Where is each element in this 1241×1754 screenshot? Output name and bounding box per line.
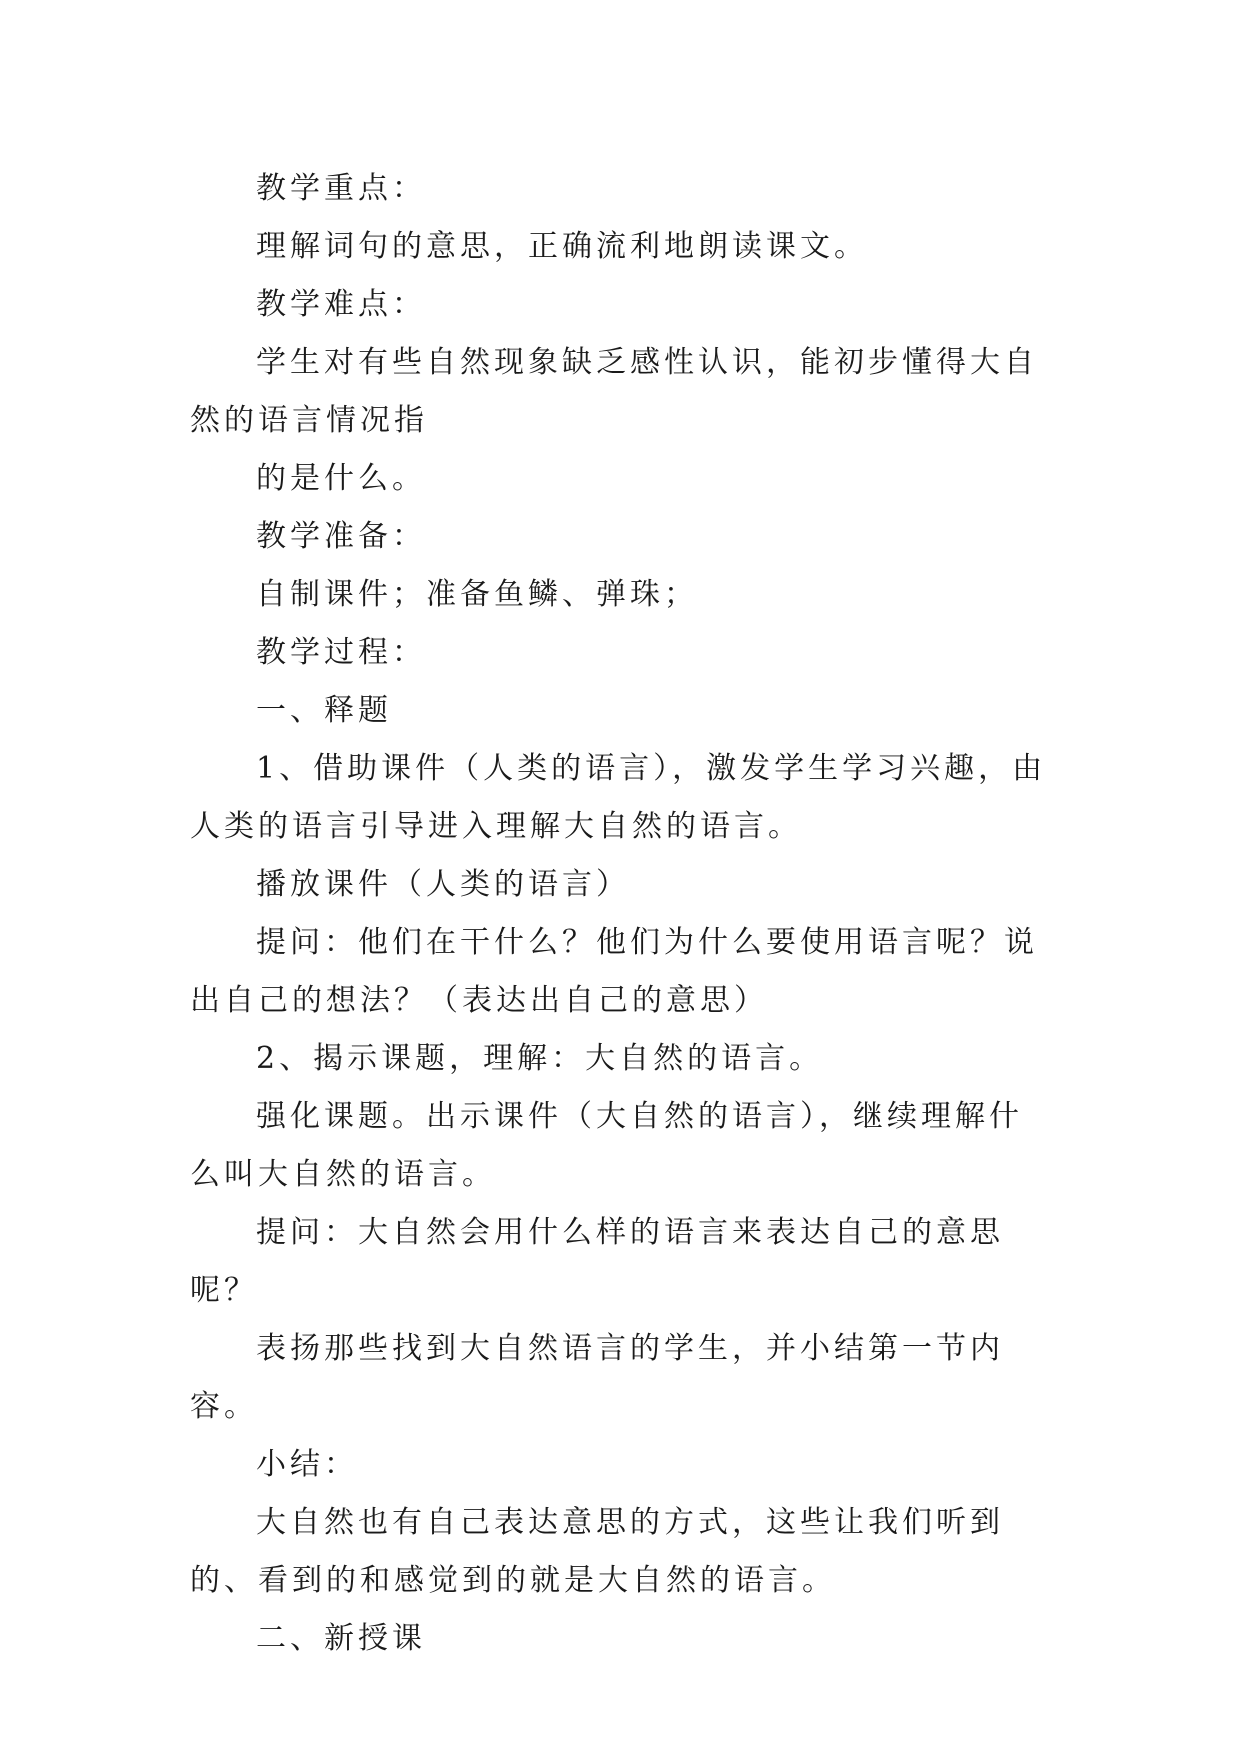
paragraph: 理解词句的意思，正确流利地朗读课文。 <box>256 229 868 264</box>
paragraph: 2、揭示课题，理解：大自然的语言。 <box>256 1041 824 1076</box>
paragraph: 表扬那些找到大自然语言的学生，并小结第一节内容。 <box>190 1331 1004 1424</box>
paragraph: 播放课件（人类的语言） <box>256 867 630 902</box>
paragraph: 强化课题。出示课件（大自然的语言），继续理解什么叫大自然的语言。 <box>190 1099 1023 1192</box>
paragraph: 1、借助课件（人类的语言），激发学生学习兴趣，由人类的语言引导进入理解大自然的语言。 <box>190 751 1047 844</box>
paragraph: 大自然也有自己表达意思的方式，这些让我们听到的、看到的和感觉到的就是大自然的语言。 <box>190 1505 1004 1598</box>
heading-teaching-focus: 教学重点： <box>256 171 426 206</box>
paragraph: 的是什么。 <box>256 461 426 496</box>
paragraph: 自制课件；准备鱼鳞、弹珠； <box>256 577 698 612</box>
heading-teaching-preparation: 教学准备： <box>256 519 426 554</box>
section-heading: 二、新授课 <box>256 1621 426 1656</box>
summary-heading: 小结： <box>256 1447 358 1482</box>
document-body <box>190 160 1050 1668</box>
heading-teaching-difficulty: 教学难点： <box>256 287 426 322</box>
paragraph: 提问：大自然会用什么样的语言来表达自己的意思呢？ <box>190 1215 1004 1308</box>
paragraph: 学生对有些自然现象缺乏感性认识，能初步懂得大自然的语言情况指 <box>190 345 1038 438</box>
section-heading: 一、释题 <box>256 693 392 728</box>
paragraph: 提问：他们在干什么？他们为什么要使用语言呢？说出自己的想法？（表达出自己的意思） <box>190 925 1038 1018</box>
heading-teaching-process: 教学过程： <box>256 635 426 670</box>
